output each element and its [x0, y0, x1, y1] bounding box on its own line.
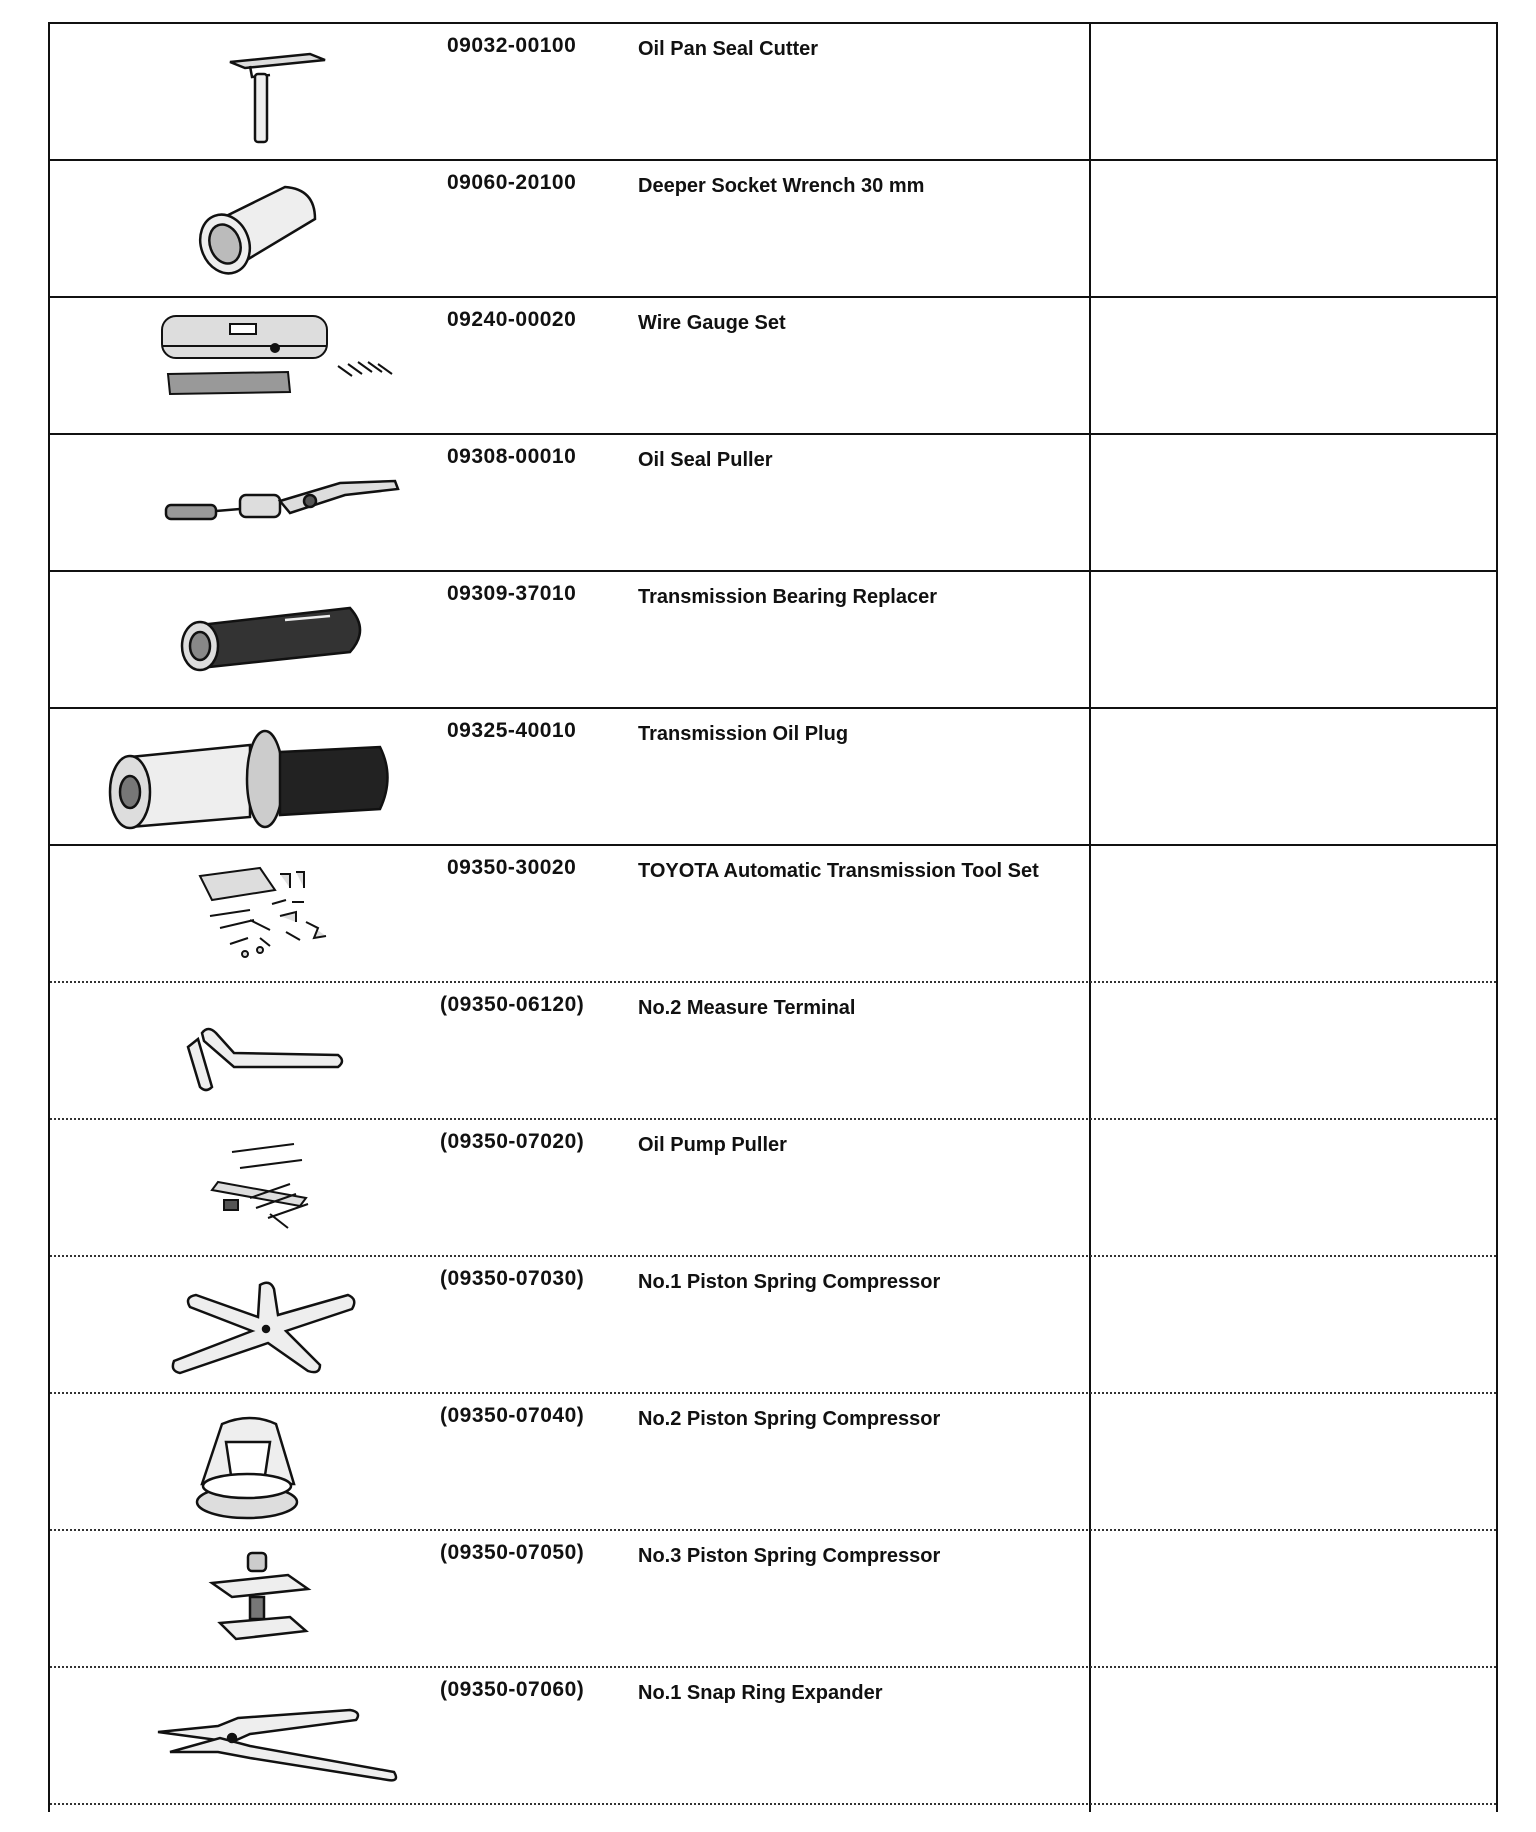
remarks-cell	[1091, 983, 1496, 1118]
oil-pump-puller-icon	[100, 1128, 430, 1248]
remarks-cell	[1091, 24, 1496, 159]
remarks-cell	[1091, 161, 1496, 296]
table-row	[50, 1257, 1496, 1394]
remarks-cell	[1091, 1120, 1496, 1255]
tool-name: No.1 Piston Spring Compressor	[638, 1271, 941, 1293]
table-row	[50, 572, 1496, 709]
table-row	[50, 435, 1496, 572]
measure-terminal-icon	[100, 991, 430, 1111]
tool-name: Oil Pump Puller	[638, 1134, 787, 1156]
table-row	[50, 1120, 1496, 1257]
table-row	[50, 1668, 1496, 1805]
part-number: (09350-07020)	[440, 1130, 585, 1153]
remarks-cell	[1091, 846, 1496, 981]
remarks-cell	[1091, 1668, 1496, 1803]
tool-name: Oil Pan Seal Cutter	[638, 38, 819, 60]
remarks-cell	[1091, 572, 1496, 707]
part-number: 09060-20100	[447, 171, 577, 194]
part-number: (09350-06120)	[440, 993, 585, 1016]
part-number: 09240-00020	[447, 308, 577, 331]
table-row	[50, 24, 1496, 161]
remarks-cell	[1091, 298, 1496, 433]
tool-name: No.1 Snap Ring Expander	[638, 1682, 883, 1704]
remarks-cell	[1091, 435, 1496, 570]
tool-name: Transmission Bearing Replacer	[638, 586, 938, 608]
wire-gauge-set-icon	[100, 306, 430, 426]
part-number: (09350-07050)	[440, 1541, 585, 1564]
table-row	[50, 709, 1496, 846]
remarks-cell	[1091, 1257, 1496, 1392]
tool-name: No.3 Piston Spring Compressor	[638, 1545, 941, 1567]
table-row	[50, 1531, 1496, 1668]
part-number: 09325-40010	[447, 719, 577, 742]
part-number: (09350-07030)	[440, 1267, 585, 1290]
part-number: (09350-07060)	[440, 1678, 585, 1701]
cup-compressor-icon	[100, 1402, 430, 1522]
tool-name: No.2 Measure Terminal	[638, 997, 856, 1019]
cross-compressor-icon	[100, 1265, 430, 1385]
part-number: 09308-00010	[447, 445, 577, 468]
tool-set-icon	[100, 854, 430, 974]
table-row	[50, 1394, 1496, 1531]
tool-name: No.2 Piston Spring Compressor	[638, 1408, 941, 1430]
tool-name: Wire Gauge Set	[638, 312, 786, 334]
table-row	[50, 161, 1496, 298]
part-number: 09032-00100	[447, 34, 577, 57]
remarks-cell	[1091, 1531, 1496, 1666]
remarks-cell	[1091, 709, 1496, 844]
table-row	[50, 983, 1496, 1120]
plate-compressor-icon	[100, 1539, 430, 1659]
special-tools-table	[48, 22, 1498, 1812]
tool-name: Transmission Oil Plug	[638, 723, 849, 745]
oil-plug-icon	[80, 717, 410, 837]
part-number: (09350-07040)	[440, 1404, 585, 1427]
part-number: 09350-30020	[447, 856, 577, 879]
oil-seal-puller-icon	[100, 443, 430, 563]
table-row	[50, 846, 1496, 983]
table-row	[50, 298, 1496, 435]
tool-name: TOYOTA Automatic Transmission Tool Set	[638, 860, 1039, 882]
tool-name: Oil Seal Puller	[638, 449, 773, 471]
snap-ring-expander-icon	[100, 1676, 430, 1796]
bearing-replacer-icon	[100, 580, 430, 700]
tool-name: Deeper Socket Wrench 30 mm	[638, 175, 925, 197]
socket-wrench-icon	[100, 169, 430, 289]
seal-cutter-icon	[100, 32, 430, 152]
remarks-cell	[1091, 1394, 1496, 1529]
part-number: 09309-37010	[447, 582, 577, 605]
